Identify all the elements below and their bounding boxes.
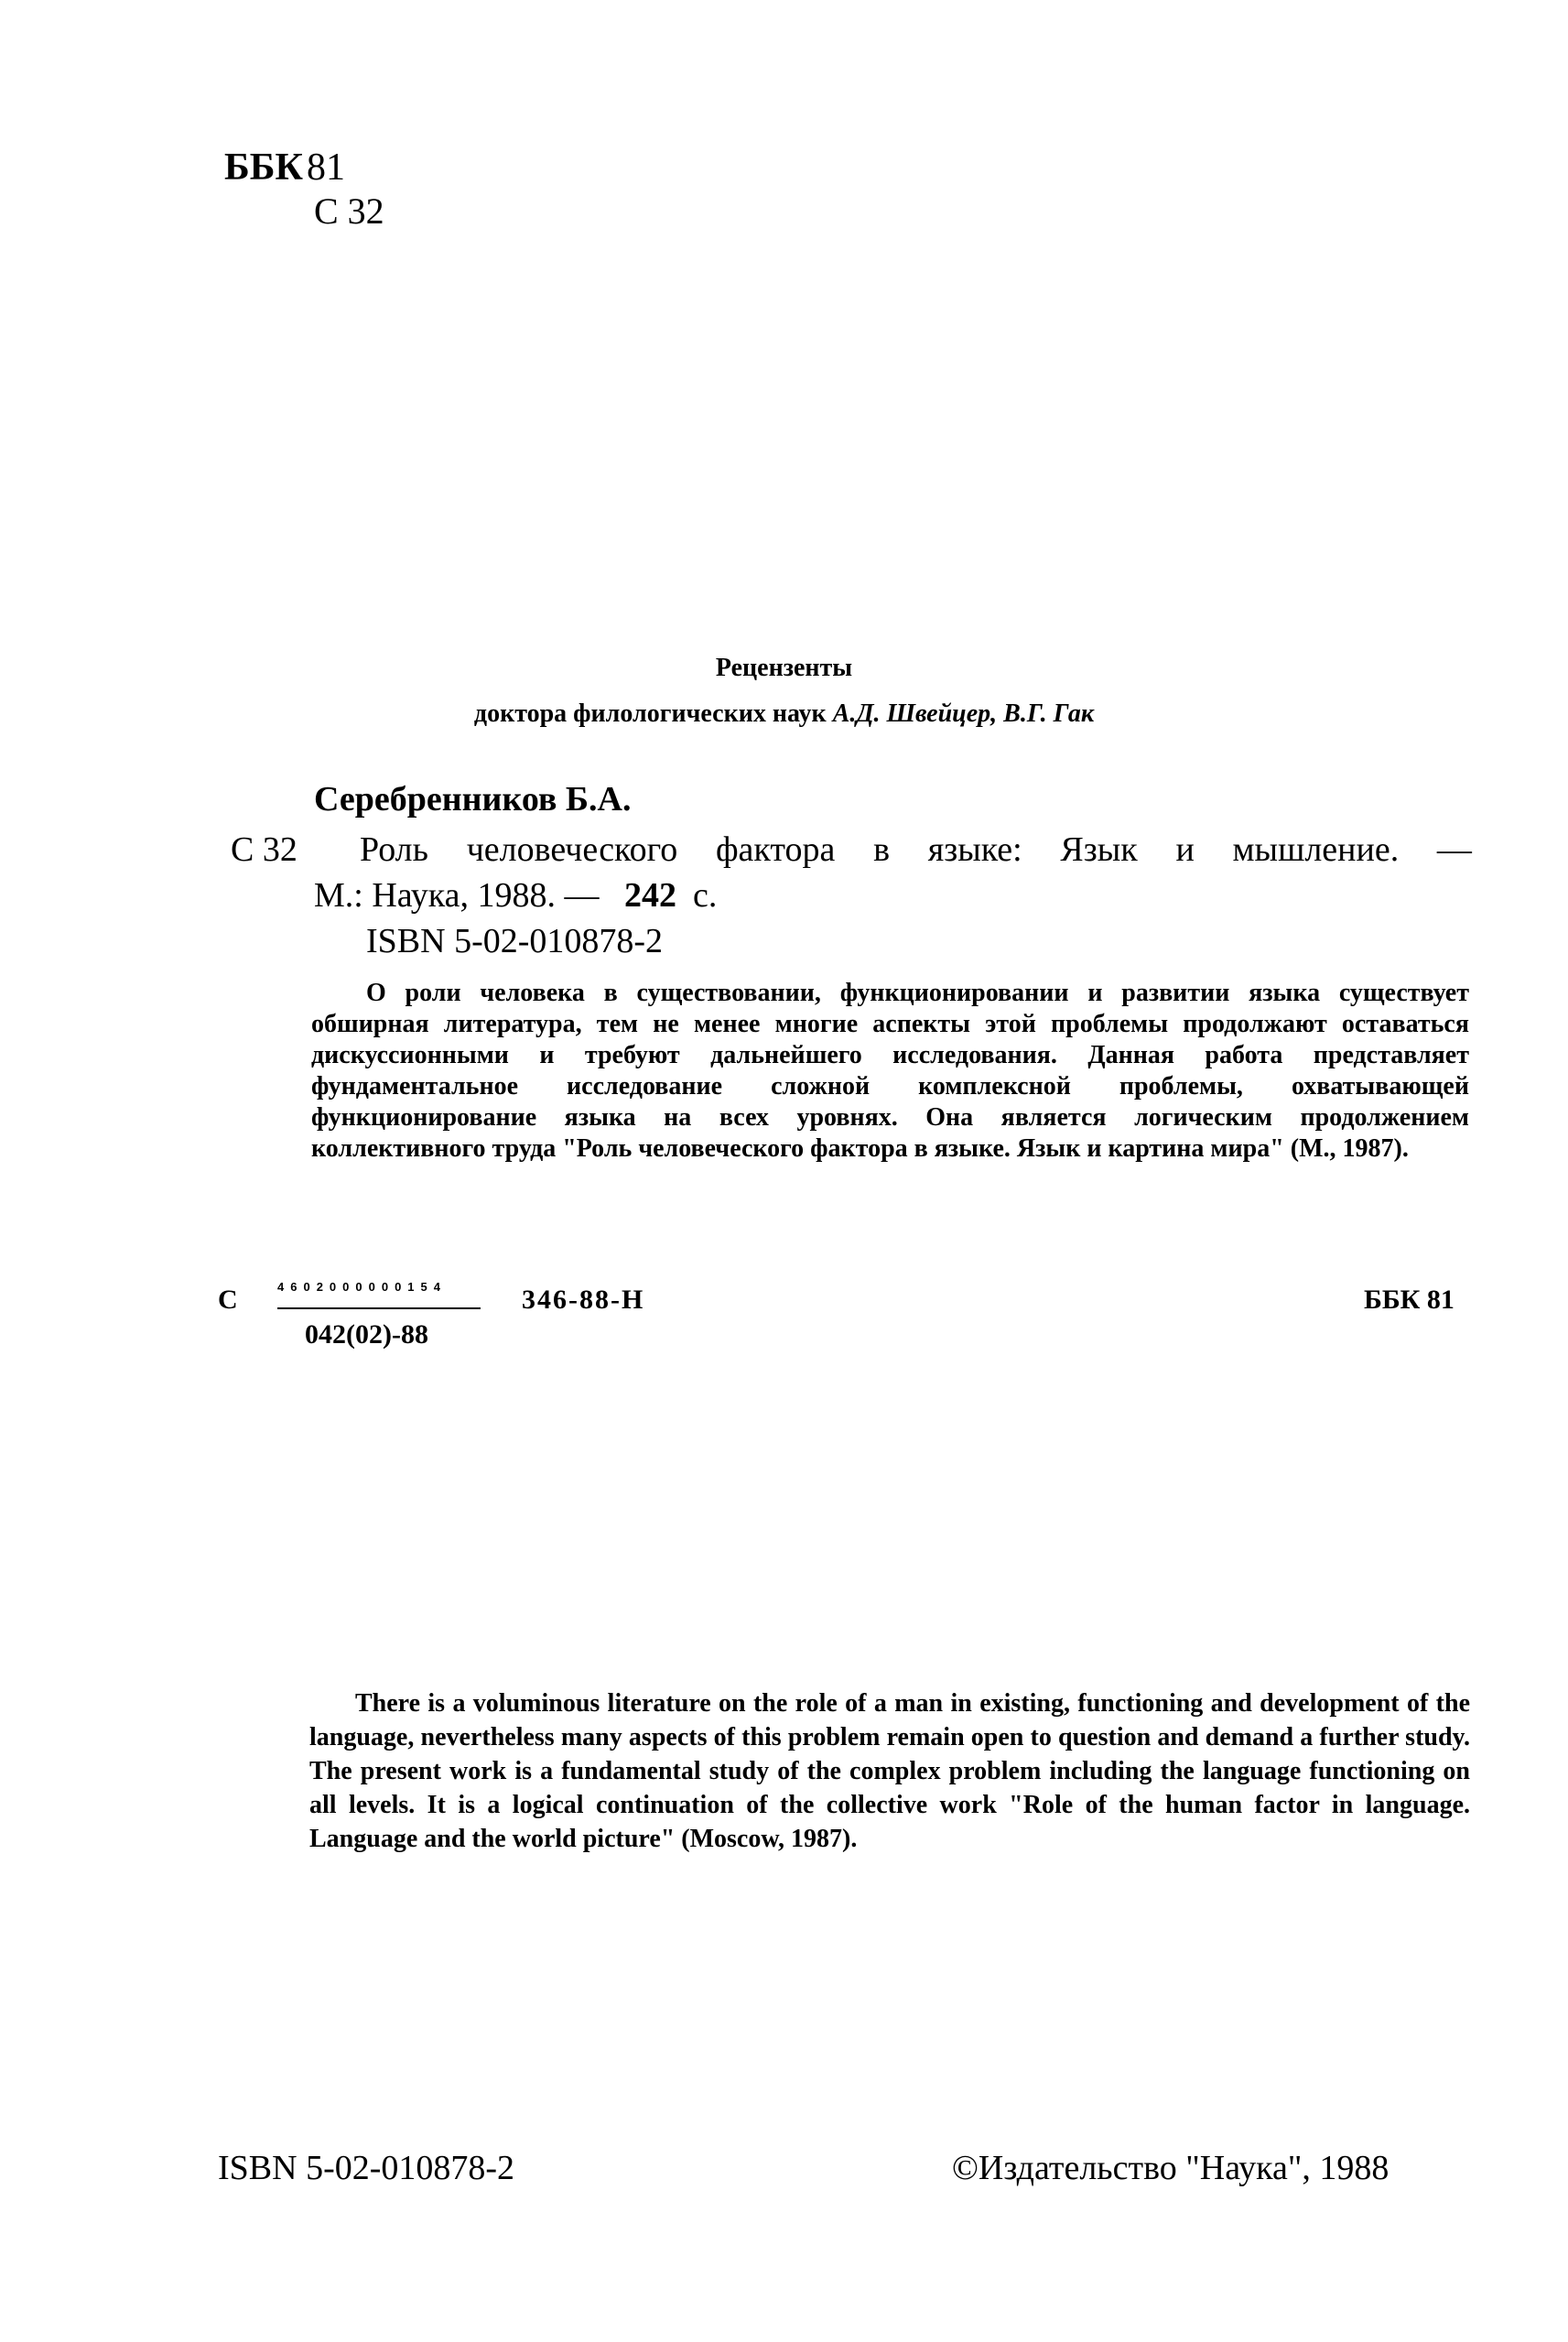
- bbk-label: ББК: [224, 146, 303, 189]
- reviewers-line: [0, 698, 1568, 731]
- footer-copyright: ©Издательство "Наука", 1988: [952, 2149, 1390, 2187]
- reviewers-heading: Рецензенты: [715, 654, 853, 682]
- title-word: языке:: [927, 830, 1022, 869]
- barcode-digits: 4602000000154: [277, 1280, 447, 1294]
- reviewers-prefix: доктора филологических наук: [473, 699, 827, 728]
- abstract-english: [309, 1686, 1470, 1856]
- abstract-russian-text: О роли человека в существовании, функционировании и развитии языка существует обширная литература, тем не менее многие аспекты этой проблемы продолжают оставаться дискуссионными и требуют дальнейшего исследования. Данная работа представляет фундаментальное исследование сложной комплексной проблемы, охватывающей функционирование языка на всех уровнях. Она является логическим продолжением коллективного труда "Роль человеческого фактора в языке. Язык и картина мира" (М., 1987).: [311, 979, 1469, 1163]
- reviewers-names: А.Д. Швейцер, В.Г. Гак: [832, 699, 1095, 728]
- entry-pages: 242: [623, 876, 676, 915]
- bbk-right: ББК 81: [1364, 1285, 1454, 1315]
- bbk-number: 81: [307, 146, 345, 189]
- entry-code: С 32: [231, 830, 297, 869]
- title-word: и: [1175, 830, 1195, 869]
- bbk-classification: [224, 145, 345, 190]
- code-bottom: 042(02)-88: [305, 1319, 428, 1350]
- title-word: фактора: [715, 830, 836, 869]
- title-word: в: [873, 830, 891, 869]
- entry-pages-suffix: с.: [692, 876, 718, 915]
- title-word: человеческого: [466, 830, 678, 869]
- entry-dash: —: [564, 876, 600, 915]
- author-mark: С 32: [314, 190, 384, 232]
- abstract-russian: [311, 978, 1469, 1165]
- code-right: 346-88-Н: [522, 1285, 645, 1315]
- title-word: —: [1436, 830, 1472, 869]
- entry-publisher: М.: Наука, 1988.: [314, 876, 556, 915]
- code-divider: [277, 1307, 481, 1309]
- entry-author: Серебренников Б.А.: [314, 780, 632, 819]
- code-letter: С: [218, 1285, 238, 1315]
- title-word: Роль: [360, 830, 428, 869]
- entry-title: [360, 829, 1472, 871]
- abstract-english-text: There is a voluminous literature on the role of a man in existing, functioning and development of the language, nevertheless many aspects of this problem remain open to question and demand a further study. The present work is a fundamental study of the complex problem including the language functioning on all levels. It is a logical continuation of the collective work "Role of the human factor in language. Language and the world picture" (Moscow, 1987).: [309, 1689, 1470, 1853]
- entry-isbn: ISBN 5-02-010878-2: [366, 922, 664, 960]
- title-word: мышление.: [1232, 830, 1400, 869]
- title-word: Язык: [1060, 830, 1138, 869]
- footer-isbn: ISBN 5-02-010878-2: [218, 2149, 515, 2187]
- entry-publisher-line: [314, 874, 717, 916]
